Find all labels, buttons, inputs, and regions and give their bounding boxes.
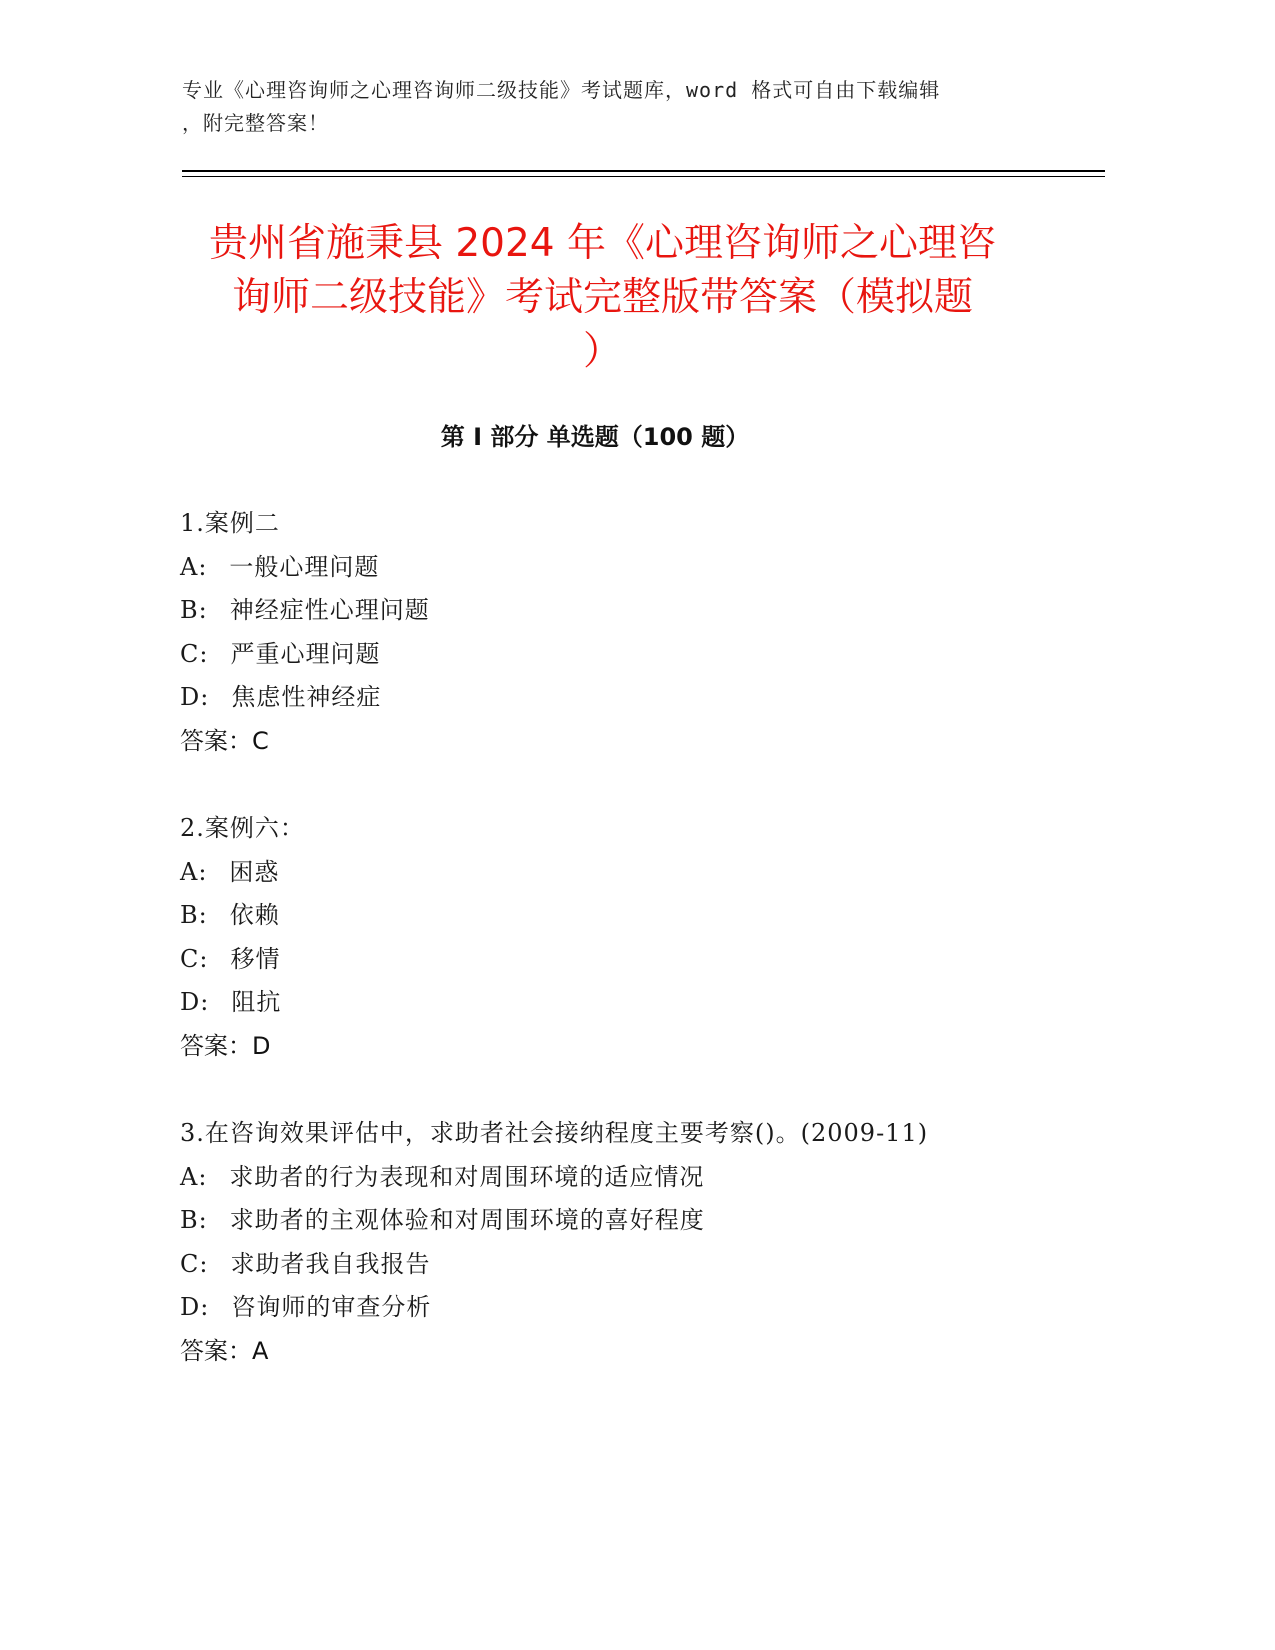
option-text: 移情	[230, 944, 281, 973]
question-stem: 1.案例二	[180, 509, 280, 537]
option-letter: C:	[180, 944, 209, 973]
option-letter: C:	[180, 639, 209, 668]
question-stem: 3.在咨询效果评估中，求助者社会接纳程度主要考察()。(2009-11)	[180, 1119, 929, 1147]
document-title-line-1: 贵州省施秉县 2024 年《心理咨询师之心理咨	[208, 221, 997, 266]
question-item	[180, 1112, 1080, 1373]
option-b	[180, 1199, 1080, 1243]
answer-label: 答案：	[180, 1336, 252, 1365]
option-text: 焦虑性神经症	[231, 683, 382, 711]
option-letter: A:	[180, 552, 208, 581]
option-text: 依赖	[229, 901, 280, 929]
option-b	[180, 589, 1080, 633]
document-title	[160, 217, 1045, 379]
option-letter: C:	[180, 1249, 209, 1278]
option-text: 求助者的行为表现和对周围环境的适应情况	[229, 1162, 705, 1191]
option-letter: A:	[180, 857, 208, 886]
option-text: 严重心理问题	[230, 639, 381, 668]
option-a	[180, 851, 1080, 895]
option-d	[180, 1286, 1080, 1330]
option-letter: D:	[180, 683, 210, 711]
option-letter: B:	[180, 596, 208, 624]
option-d	[180, 981, 1080, 1025]
header-note	[182, 74, 1042, 140]
option-a	[180, 546, 1080, 590]
option-c	[180, 1243, 1080, 1287]
option-d	[180, 676, 1080, 720]
option-letter: A:	[180, 1162, 208, 1191]
answer-line	[180, 1330, 1080, 1374]
option-b	[180, 894, 1080, 938]
header-note-line-1: 专业《心理咨询师之心理咨询师二级技能》考试题库，word 格式可自由下载编辑	[182, 78, 941, 102]
option-letter: D:	[180, 1293, 210, 1321]
option-c	[180, 633, 1080, 677]
answer-value: C	[252, 726, 269, 755]
option-text: 困惑	[229, 857, 280, 886]
option-text: 一般心理问题	[229, 552, 380, 581]
answer-value: A	[252, 1336, 269, 1365]
document-title-line-2: 询师二级技能》考试完整版带答案（模拟题	[231, 275, 973, 320]
answer-line	[180, 1025, 1080, 1069]
question-item	[180, 807, 1080, 1068]
answer-value: D	[252, 1031, 271, 1060]
header-divider-thin	[182, 176, 1105, 177]
option-text: 咨询师的审查分析	[231, 1293, 432, 1321]
option-text: 神经症性心理问题	[229, 596, 430, 624]
header-divider-thick	[182, 170, 1105, 172]
question-item	[180, 502, 1080, 763]
option-a	[180, 1156, 1080, 1200]
option-letter: B:	[180, 1206, 208, 1234]
answer-line	[180, 720, 1080, 764]
option-letter: B:	[180, 901, 208, 929]
option-letter: D:	[180, 988, 210, 1016]
document-title-line-3: ）	[582, 329, 622, 374]
answer-label: 答案：	[180, 1031, 252, 1060]
option-text: 求助者的主观体验和对周围环境的喜好程度	[229, 1206, 705, 1234]
section-heading: 第 I 部分 单选题（100 题）	[440, 423, 750, 451]
question-stem: 2.案例六：	[180, 814, 305, 842]
option-text: 求助者我自我报告	[230, 1249, 431, 1278]
header-note-line-2: ，附完整答案！	[182, 111, 329, 135]
answer-label: 答案：	[180, 726, 252, 755]
option-text: 阻抗	[231, 988, 282, 1016]
option-c	[180, 938, 1080, 982]
